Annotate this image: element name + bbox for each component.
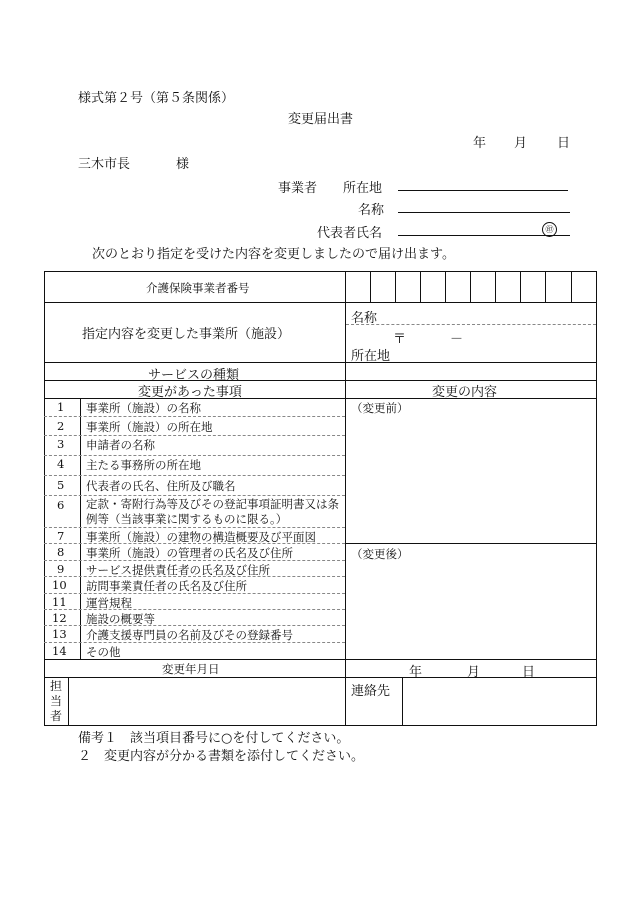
form-number: 様式第２号（第５条関係） <box>78 91 235 106</box>
postal-mark: 〒 <box>393 332 407 347</box>
after-label: （変更後） <box>351 547 409 561</box>
change-date-year: 年 <box>409 665 423 680</box>
honorific: 様 <box>176 157 190 172</box>
address-field[interactable] <box>398 190 568 191</box>
item-number: 9 <box>57 562 65 576</box>
before-content-area[interactable] <box>346 415 596 541</box>
before-label: （変更前） <box>351 401 409 415</box>
item-number: 10 <box>52 578 67 592</box>
item-number: 3 <box>57 437 65 451</box>
name-field[interactable] <box>398 212 570 213</box>
item-number: 4 <box>57 457 65 471</box>
item-number: 7 <box>57 529 65 543</box>
item-number: 14 <box>52 644 67 658</box>
provider-number-input[interactable] <box>346 272 596 301</box>
item-text: 申請者の名称 <box>86 438 155 452</box>
change-content-header: 変更の内容 <box>432 385 498 400</box>
contact-label: 連絡先 <box>351 684 391 699</box>
change-date-input[interactable] <box>346 660 596 677</box>
service-type-label: サービスの種類 <box>148 368 240 383</box>
name-label: 名称 <box>358 203 385 218</box>
item-number: 2 <box>57 419 65 433</box>
staff-label: 担当者 <box>50 679 63 723</box>
item-number: 11 <box>52 595 67 609</box>
date-month-label: 月 <box>514 136 528 151</box>
applicant-label: 事業者 <box>278 181 318 196</box>
date-year-label: 年 <box>473 136 487 151</box>
item-text: 事業所（施設）の名称 <box>86 401 201 415</box>
representative-label: 代表者氏名 <box>317 226 383 241</box>
staff-input[interactable] <box>70 679 343 724</box>
change-date-label: 変更年月日 <box>162 662 220 676</box>
item-text: 介護支援専門員の名前及びその登録番号 <box>86 628 293 642</box>
document-title: 変更届出書 <box>288 112 354 127</box>
change-date-day: 日 <box>522 665 536 680</box>
item-text: 主たる事務所の所在地 <box>86 458 201 472</box>
item-text: 事業所（施設）の建物の構造概要及び平面図 <box>86 530 316 544</box>
office-name-label: 名称 <box>351 311 378 326</box>
addressee: 三木市長 <box>78 157 131 172</box>
note-1: 備考１ 該当項目番号に○を付してください。 <box>78 731 350 746</box>
item-number: 5 <box>57 478 65 492</box>
provider-number-label: 介護保険事業者番号 <box>146 281 250 295</box>
contact-input[interactable] <box>404 679 594 724</box>
item-text: 訪問事業責任者の氏名及び住所 <box>86 579 247 593</box>
office-address-label: 所在地 <box>351 349 391 364</box>
date-day-label: 日 <box>557 136 571 151</box>
change-date-month: 月 <box>467 665 481 680</box>
item-number: 8 <box>57 545 65 559</box>
item-text: 事業所（施設）の所在地 <box>86 420 213 434</box>
after-content-area[interactable] <box>346 562 596 657</box>
postal-dash: － <box>450 332 464 347</box>
item-number: 6 <box>57 498 65 512</box>
item-text: 運営規程 <box>86 596 132 610</box>
item-text: 施設の概要等 <box>86 612 155 626</box>
intro-text: 次のとおり指定を受けた内容を変更しましたので届け出ます。 <box>92 247 455 262</box>
item-text: 代表者の氏名、住所及び職名 <box>86 479 236 493</box>
item-text: その他 <box>86 645 121 659</box>
address-label: 所在地 <box>343 181 383 196</box>
service-type-input[interactable] <box>346 363 596 380</box>
changed-items-header: 変更があった事項 <box>138 385 242 400</box>
seal-mark: ㊞ <box>542 221 557 237</box>
office-label: 指定内容を変更した事業所（施設） <box>82 327 291 342</box>
item-number: 12 <box>52 611 67 625</box>
item-number: 13 <box>52 627 67 641</box>
note-2: ２ 変更内容が分かる書類を添付してください。 <box>78 749 365 764</box>
item-text: 事業所（施設）の管理者の氏名及び住所 <box>86 546 293 560</box>
item-text: サービス提供責任者の氏名及び住所 <box>86 563 270 577</box>
item-text: 定款・寄附行為等及びその登記事項証明書又は条例等（当該事業に関するものに限る。） <box>86 497 339 526</box>
item-number: 1 <box>57 400 65 414</box>
